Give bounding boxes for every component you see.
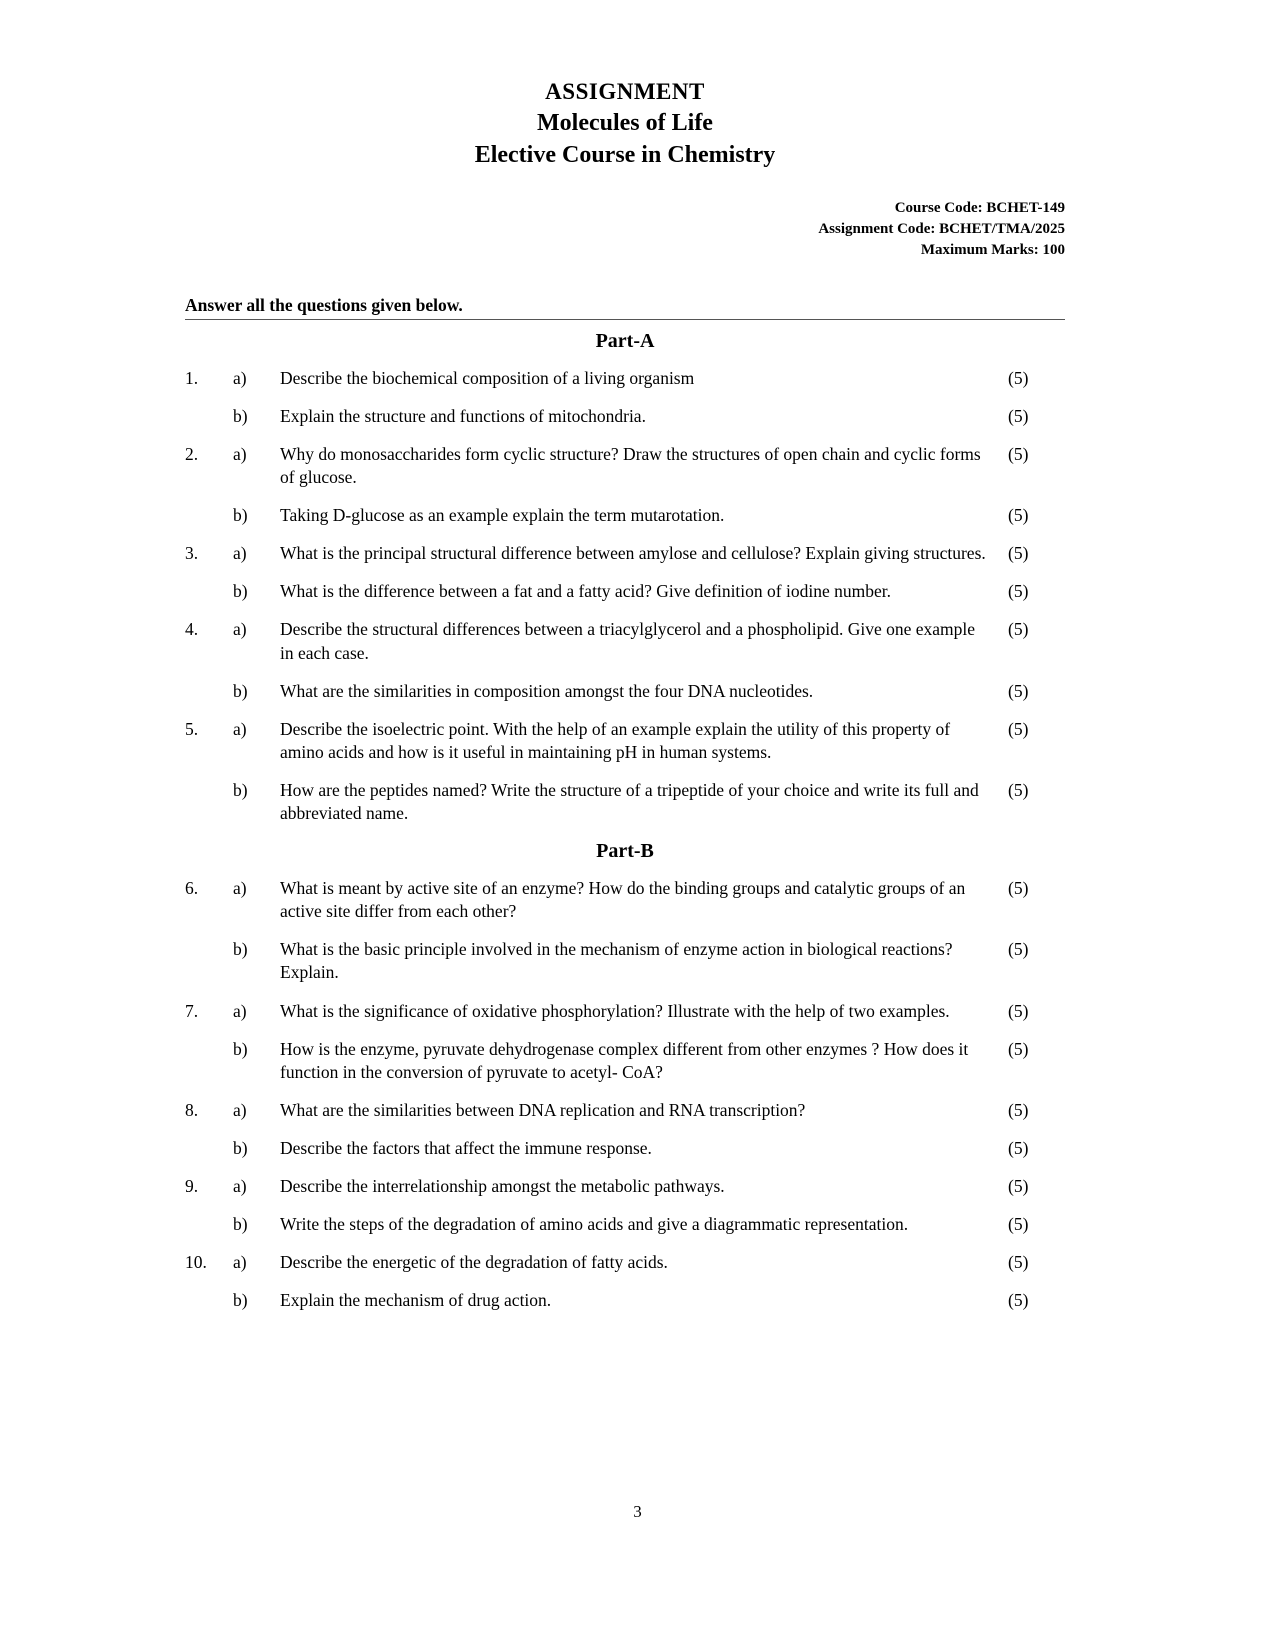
question-text: What are the similarities in composition amongst the four DNA nucleotides. bbox=[280, 680, 814, 701]
question-part-letter: b) bbox=[233, 405, 248, 426]
question-part-letter: a) bbox=[233, 1252, 247, 1273]
question-marks: (5) bbox=[1008, 779, 1029, 800]
question-marks: (5) bbox=[1008, 1290, 1029, 1311]
question-text: What is the principal structural difference between amylose and cellulose? Explain giving structures. bbox=[280, 543, 986, 564]
instruction-text: Answer all the questions given below. bbox=[185, 294, 463, 315]
question-number: 5. bbox=[185, 718, 199, 739]
question-text: How is the enzyme, pyruvate dehydrogenase complex different from other enzymes ? How does it function in the conversion of pyruvate to acetyl- CoA? bbox=[280, 1038, 969, 1082]
question-marks: (5) bbox=[1008, 1252, 1029, 1273]
question-part-letter: b) bbox=[233, 1137, 248, 1158]
question-number: 2. bbox=[185, 444, 199, 465]
question-part-row bbox=[185, 1289, 1050, 1312]
question-text: Describe the structural differences between a triacylglycerol and a phospholipid. Give one example in each case. bbox=[280, 619, 976, 663]
question-marks: (5) bbox=[1008, 444, 1029, 465]
question-part-row bbox=[185, 580, 1050, 603]
question-text: Describe the factors that affect the immune response. bbox=[280, 1137, 652, 1158]
question-number: 3. bbox=[185, 543, 199, 564]
question-marks: (5) bbox=[1008, 1175, 1029, 1196]
question-text: Describe the biochemical composition of a living organism bbox=[280, 367, 695, 388]
question-part-letter: b) bbox=[233, 1214, 248, 1235]
question-part-letter: b) bbox=[233, 1038, 248, 1059]
question-marks: (5) bbox=[1008, 619, 1029, 640]
question-marks: (5) bbox=[1008, 1137, 1029, 1158]
question-marks: (5) bbox=[1008, 1000, 1029, 1021]
question-text: What is the difference between a fat and a fatty acid? Give definition of iodine number. bbox=[280, 581, 891, 602]
question-part-row bbox=[185, 1251, 1050, 1274]
question-part-row bbox=[185, 1000, 1050, 1023]
question-part-row bbox=[185, 542, 1050, 565]
question-part-letter: a) bbox=[233, 718, 247, 739]
question-part-letter: a) bbox=[233, 1000, 247, 1021]
question-marks: (5) bbox=[1008, 581, 1029, 602]
question-part-row bbox=[185, 718, 1050, 764]
sections-container bbox=[0, 330, 1275, 1313]
question-part-letter: a) bbox=[233, 367, 247, 388]
question-marks: (5) bbox=[1008, 367, 1029, 388]
question-text: Explain the structure and functions of mitochondria. bbox=[280, 405, 646, 426]
question-part-letter: a) bbox=[233, 878, 247, 899]
question-marks: (5) bbox=[1008, 405, 1029, 426]
question-part-letter: b) bbox=[233, 1290, 248, 1311]
question-part-row bbox=[185, 779, 1050, 825]
question-number: 7. bbox=[185, 1000, 199, 1021]
question-part-row bbox=[185, 1038, 1050, 1084]
question-marks: (5) bbox=[1008, 1099, 1029, 1120]
title-block bbox=[185, 76, 1065, 172]
question-marks: (5) bbox=[1008, 680, 1029, 701]
question-part-letter: b) bbox=[233, 581, 248, 602]
divider-rule bbox=[185, 319, 1065, 320]
question-part-row bbox=[185, 1213, 1050, 1236]
course-code: Course Code: BCHET-149 bbox=[894, 199, 1065, 216]
question-part-row bbox=[185, 1099, 1050, 1122]
question-number: 1. bbox=[185, 367, 199, 388]
question-marks: (5) bbox=[1008, 1038, 1029, 1059]
question-text: Describe the interrelationship amongst the metabolic pathways. bbox=[280, 1175, 725, 1196]
course-meta-block bbox=[185, 198, 1065, 261]
question-marks: (5) bbox=[1008, 878, 1029, 899]
question-text: Write the steps of the degradation of amino acids and give a diagrammatic representation. bbox=[280, 1214, 909, 1235]
question-part-letter: a) bbox=[233, 444, 247, 465]
question-marks: (5) bbox=[1008, 505, 1029, 526]
question-marks: (5) bbox=[1008, 718, 1029, 739]
question-part-letter: a) bbox=[233, 1175, 247, 1196]
section-heading: Part-A bbox=[595, 329, 655, 352]
question-part-letter: b) bbox=[233, 939, 248, 960]
question-text: How are the peptides named? Write the structure of a tripeptide of your choice and write its full and abbreviated name. bbox=[280, 779, 979, 824]
question-text: What are the similarities between DNA replication and RNA transcription? bbox=[280, 1099, 806, 1120]
question-text: What is meant by active site of an enzyme? How do the binding groups and catalytic groups of an active site differ from each other? bbox=[280, 878, 966, 922]
question-part-row bbox=[185, 877, 1050, 923]
question-part-row bbox=[185, 938, 1050, 984]
maximum-marks: Maximum Marks: 100 bbox=[920, 241, 1065, 258]
question-part-row bbox=[185, 367, 1050, 390]
question-part-letter: b) bbox=[233, 505, 248, 526]
question-number: 10. bbox=[185, 1252, 207, 1273]
question-part-letter: b) bbox=[233, 779, 248, 800]
question-part-letter: a) bbox=[233, 543, 247, 564]
question-number: 6. bbox=[185, 878, 199, 899]
question-part-row bbox=[185, 1137, 1050, 1160]
question-marks: (5) bbox=[1008, 1214, 1029, 1235]
question-part-letter: a) bbox=[233, 1099, 247, 1120]
question-number: 8. bbox=[185, 1099, 199, 1120]
question-text: Describe the energetic of the degradation of fatty acids. bbox=[280, 1252, 668, 1273]
course-subtitle: Elective Course in Chemistry bbox=[474, 142, 776, 169]
course-title: Molecules of Life bbox=[537, 110, 713, 137]
question-text: What is the basic principle involved in the mechanism of enzyme action in biological reactions? Explain. bbox=[280, 939, 953, 983]
question-part-row bbox=[185, 504, 1050, 527]
question-text: Explain the mechanism of drug action. bbox=[280, 1290, 552, 1311]
question-number: 4. bbox=[185, 619, 199, 640]
question-part-row bbox=[185, 443, 1050, 489]
question-part-row bbox=[185, 1175, 1050, 1198]
question-part-row bbox=[185, 680, 1050, 703]
question-number: 9. bbox=[185, 1175, 199, 1196]
question-part-letter: a) bbox=[233, 619, 247, 640]
question-marks: (5) bbox=[1008, 939, 1029, 960]
question-text: What is the significance of oxidative phosphorylation? Illustrate with the help of two examples. bbox=[280, 1000, 950, 1021]
question-part-letter: b) bbox=[233, 680, 248, 701]
question-text: Describe the isoelectric point. With the help of an example explain the utility of this property of amino acids and how is it useful in maintaining pH in human systems. bbox=[280, 718, 951, 762]
question-part-row bbox=[185, 405, 1050, 428]
assignment-code: Assignment Code: BCHET/TMA/2025 bbox=[818, 220, 1065, 237]
assignment-title: ASSIGNMENT bbox=[545, 79, 705, 104]
question-text: Why do monosaccharides form cyclic structure? Draw the structures of open chain and cyclic forms of glucose. bbox=[280, 444, 981, 488]
question-text: Taking D-glucose as an example explain the term mutarotation. bbox=[280, 505, 725, 526]
question-part-row bbox=[185, 618, 1050, 664]
section-heading: Part-B bbox=[596, 840, 654, 863]
page-number: 3 bbox=[633, 1502, 642, 1521]
question-marks: (5) bbox=[1008, 543, 1029, 564]
